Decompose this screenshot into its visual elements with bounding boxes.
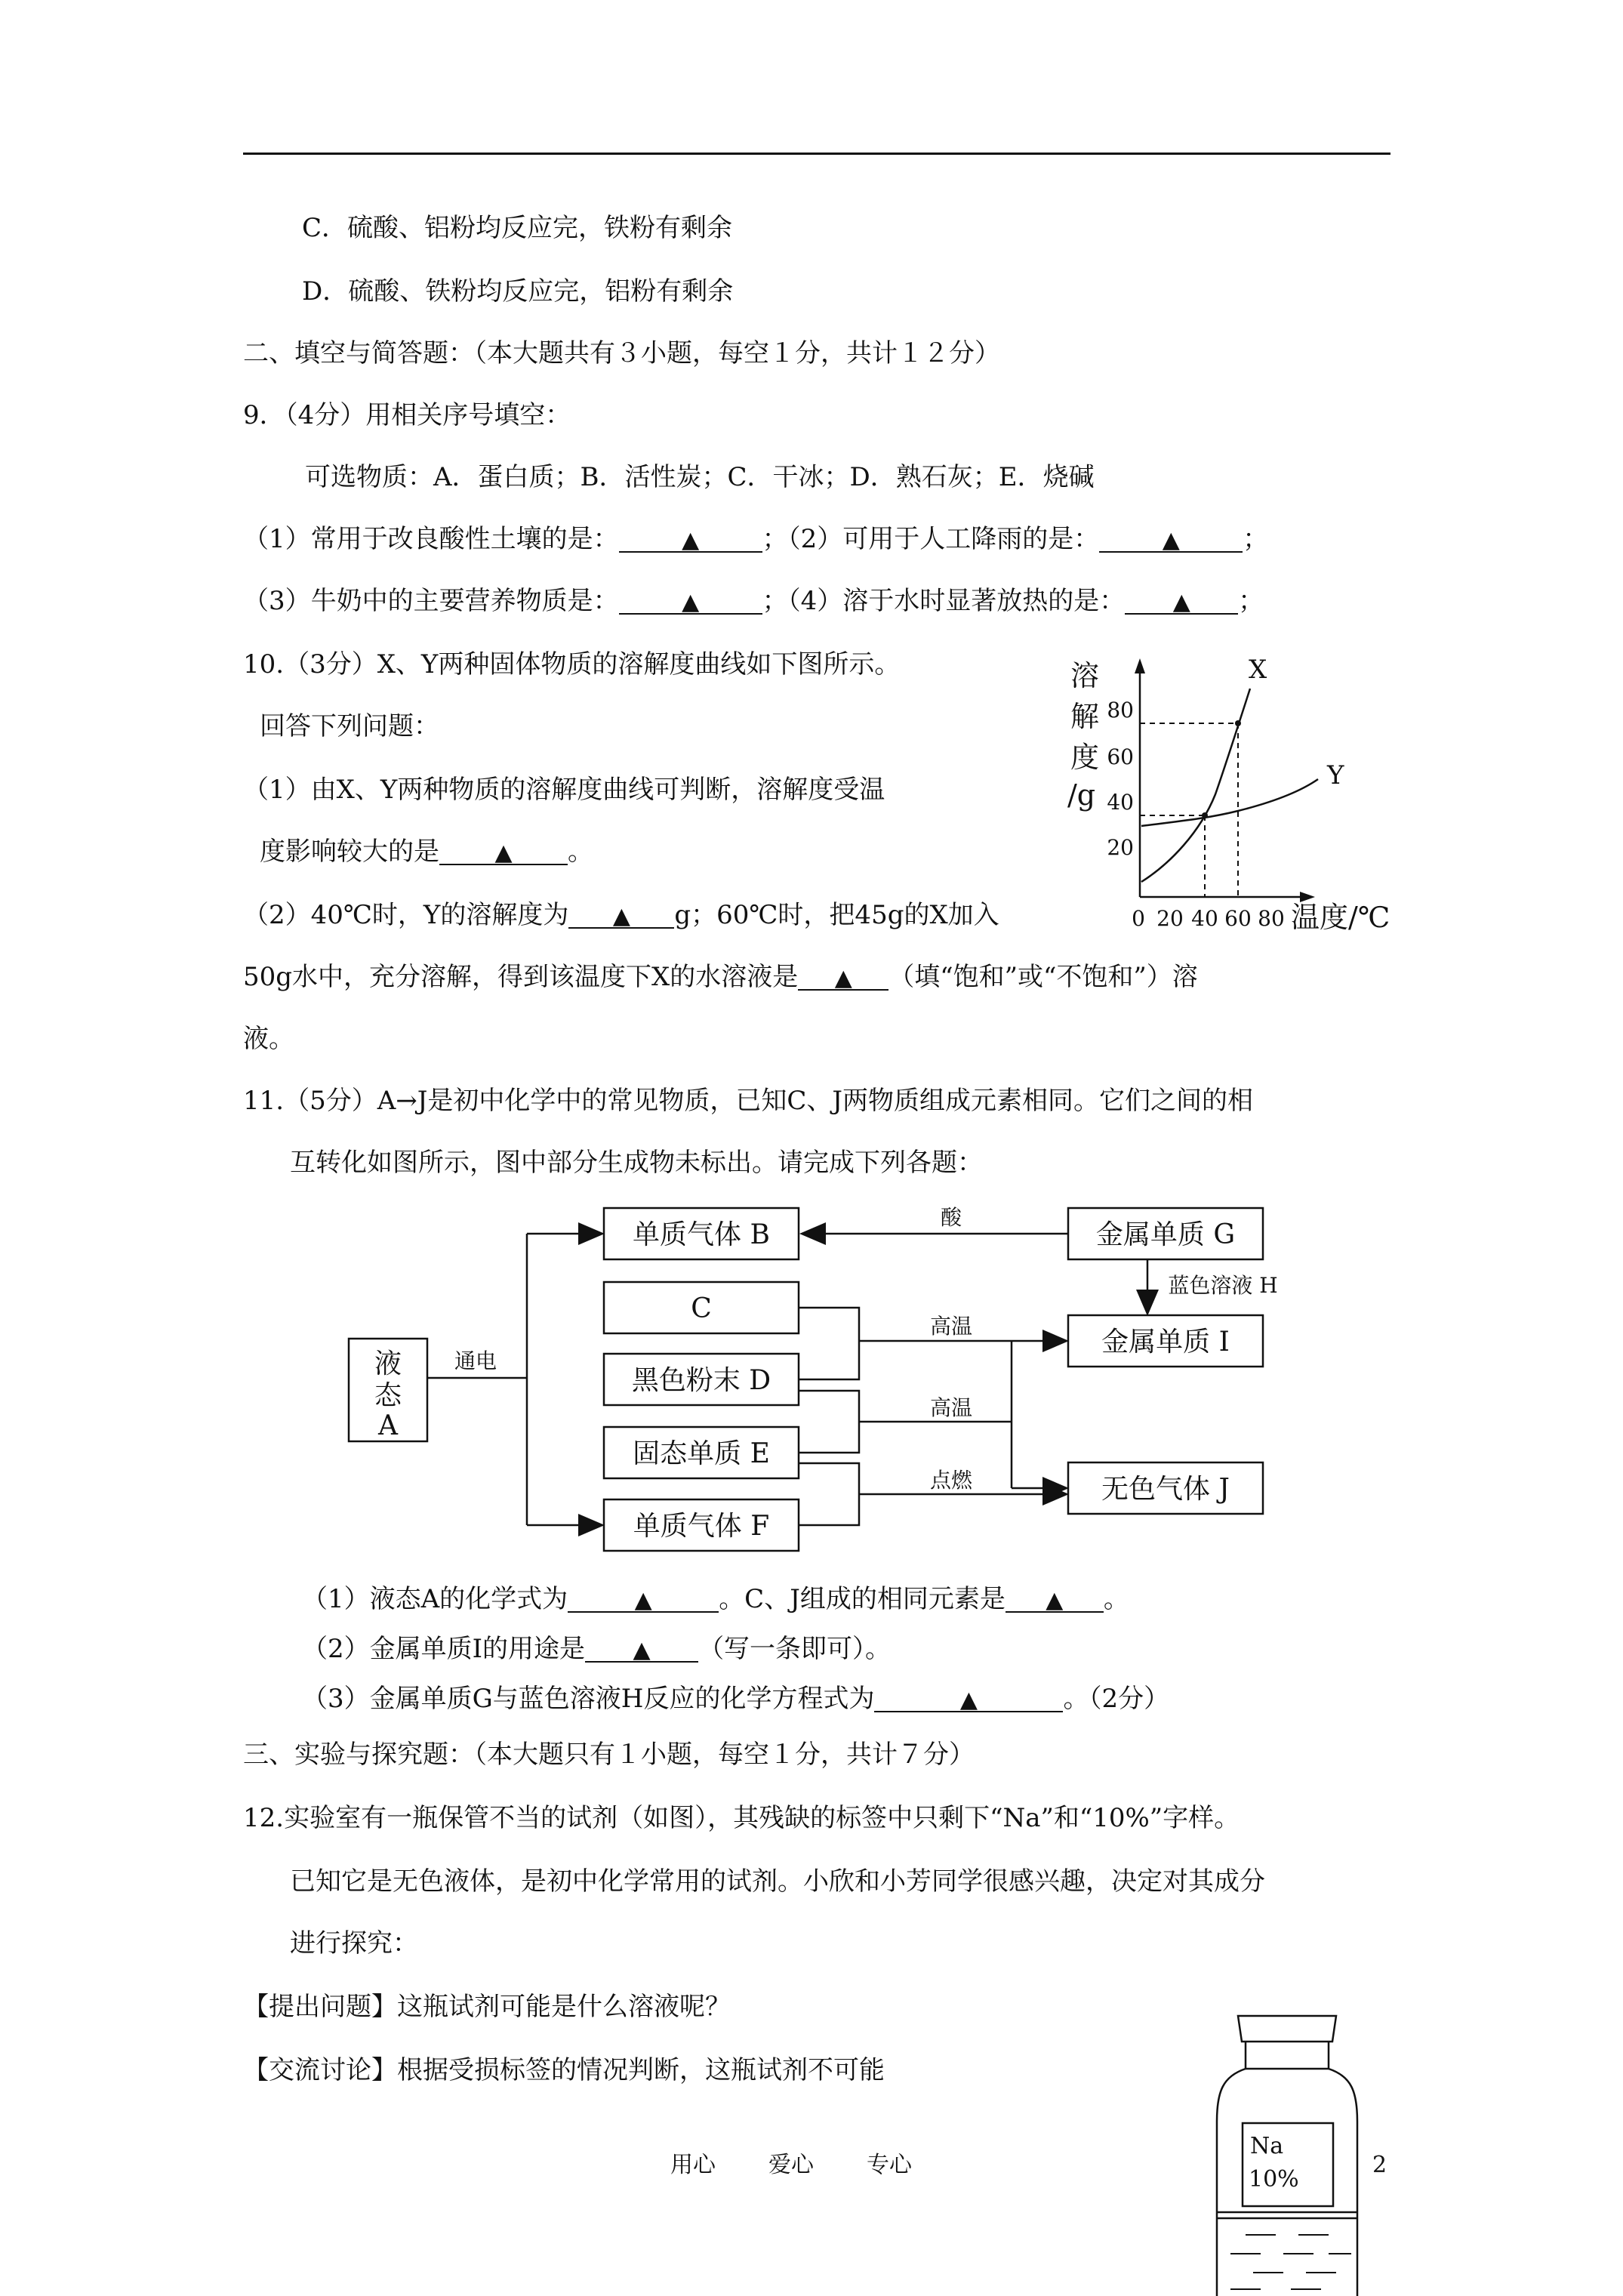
- question-11-cont: 互转化如图所示，图中部分生成物未标出。请完成下列各题：: [290, 1148, 983, 1178]
- ylabel-char: 解: [1070, 700, 1100, 733]
- y-tick-label: 20: [1107, 835, 1134, 860]
- bracket-de: [799, 1391, 859, 1453]
- reagent-bottle: [1208, 2008, 1389, 2296]
- bottle-stopper: [1238, 2016, 1336, 2042]
- y-tick-label: 60: [1107, 744, 1134, 769]
- ylabel-char: 度: [1070, 741, 1100, 774]
- answer-blank[interactable]: ▲: [585, 1632, 698, 1663]
- section-2-heading: 二、填空与简答题：（本大题共有３小题，每空１分，共计１２分）: [243, 338, 1000, 368]
- label-h: 蓝色溶液 H: [1168, 1273, 1278, 1298]
- label-suan: 酸: [940, 1205, 962, 1230]
- footer-word: 用心: [670, 2152, 716, 2178]
- footer-word: 专心: [867, 2152, 912, 2178]
- answer-blank[interactable]: ▲: [568, 1583, 719, 1613]
- question-11-part-2: （2）金属单质I的用途是 ▲ （写一条即可）。: [302, 1634, 892, 1664]
- box-c-label: C: [691, 1293, 712, 1324]
- answer-blank[interactable]: ▲: [619, 584, 762, 615]
- answer-blank[interactable]: ▲: [568, 898, 674, 929]
- box-b-label: 单质气体 B: [633, 1219, 770, 1250]
- header-rule: [243, 153, 1390, 155]
- box-i-label: 金属单质 I: [1101, 1327, 1230, 1358]
- series-x-label: X: [1249, 655, 1267, 685]
- question-10-part-1: （1）由X、Y两种物质的溶解度曲线可判断，溶解度受温: [243, 775, 885, 805]
- question-10-part-2: （2）40℃时，Y的溶解度为 ▲ g；60℃时，把45g的X加入: [243, 900, 999, 930]
- x-tick-label: 0: [1132, 906, 1145, 931]
- solubility-chart: [1057, 651, 1404, 936]
- label-gaowen-2: 高温: [929, 1395, 973, 1420]
- question-12: 12.实验室有一瓶保管不当的试剂（如图），其残缺的标签中只剩下“Na”和“10%”字样。: [243, 1803, 1240, 1833]
- ylabel-char: /g: [1067, 778, 1096, 812]
- x-tick-label: 60: [1224, 906, 1252, 931]
- raise-question: 【提出问题】这瓶试剂可能是什么溶液呢？: [243, 1992, 731, 2022]
- bracket-cd: [799, 1308, 859, 1379]
- question-10-prompt: 回答下列问题：: [260, 711, 439, 741]
- question-10-part-2-cont: 50g水中，充分溶解，得到该温度下X的水溶液是 ▲ （填“饱和”或“不饱和”）溶: [243, 962, 1198, 992]
- answer-blank[interactable]: ▲: [874, 1682, 1063, 1712]
- y-tick-label: 80: [1107, 698, 1134, 723]
- question-11-part-1: （1）液态A的化学式为 ▲ 。C、J组成的相同元素是 ▲ 。: [302, 1584, 1129, 1614]
- box-f-label: 单质气体 F: [633, 1511, 770, 1542]
- label-dianran: 点燃: [929, 1468, 973, 1493]
- label-tongdian: 通电: [454, 1348, 497, 1373]
- question-9-options: 可选物质：A．蛋白质；B．活性炭；C．干冰；D．熟石灰；E．烧碱: [305, 462, 1095, 492]
- question-9: 9．（4分）用相关序号填空：: [243, 400, 571, 430]
- option-c: C．硫酸、铝粉均反应完，铁粉有剩余: [302, 213, 733, 243]
- x-axis-label: 温度/℃: [1291, 901, 1390, 934]
- ylabel-char: 溶: [1070, 659, 1100, 692]
- y-axis-arrow: [1135, 658, 1145, 673]
- question-9-line-2: （3）牛奶中的主要营养物质是： ▲ ；（4）溶于水时显著放热的是： ▲ ；: [243, 586, 1264, 616]
- curve-x: [1141, 689, 1250, 882]
- question-9-line-1: （1）常用于改良酸性土壤的是： ▲ ；（2）可用于人工降雨的是： ▲ ；: [243, 524, 1269, 554]
- question-12-cont-1: 已知它是无色液体，是初中化学常用的试剂。小欣和小芳同学很感兴趣，决定对其成分: [290, 1866, 1265, 1897]
- box-g-label: 金属单质 G: [1095, 1219, 1236, 1250]
- x-point-60: [1235, 720, 1241, 726]
- box-j-label: 无色气体 J: [1101, 1474, 1230, 1505]
- x-tick-label: 40: [1191, 906, 1218, 931]
- bottle-label-percent: 10%: [1249, 2166, 1299, 2193]
- x-tick-label: 20: [1156, 906, 1184, 931]
- option-d: D．硫酸、铁粉均反应完，铝粉有剩余: [302, 276, 734, 307]
- question-10: 10.（3分）X、Y两种固体物质的溶解度曲线如下图所示。: [243, 649, 901, 680]
- box-d-label: 黑色粉末 D: [631, 1365, 771, 1396]
- question-10-end: 液。: [243, 1024, 294, 1054]
- answer-blank[interactable]: ▲: [798, 960, 888, 991]
- curve-y: [1141, 779, 1318, 826]
- question-10-part-1-cont: 度影响较大的是 ▲ 。: [260, 837, 593, 867]
- box-a-char: A: [378, 1410, 398, 1441]
- answer-blank[interactable]: ▲: [1099, 522, 1243, 553]
- discussion: 【交流讨论】根据受损标签的情况判断，这瓶试剂不可能: [243, 2055, 885, 2085]
- answer-blank[interactable]: ▲: [1006, 1583, 1104, 1613]
- answer-blank[interactable]: ▲: [439, 835, 568, 865]
- series-y-label: Y: [1327, 760, 1344, 791]
- box-a-char: 液: [374, 1348, 402, 1379]
- footer-word: 爱心: [768, 2152, 814, 2178]
- box-e-label: 固态单质 E: [633, 1438, 770, 1469]
- bracket-ef: [799, 1463, 859, 1525]
- box-a-char: 态: [374, 1380, 402, 1411]
- question-11-part-3: （3）金属单质G与蓝色溶液H反应的化学方程式为 ▲ 。（2分）: [302, 1684, 1170, 1714]
- page-number: 2: [1372, 2152, 1387, 2178]
- y-tick-label: 40: [1107, 790, 1134, 815]
- answer-blank[interactable]: ▲: [619, 522, 762, 553]
- question-12-cont-2: 进行探究：: [290, 1928, 418, 1959]
- question-11: 11.（5分）A→J是初中化学中的常见物质，已知C、J两物质组成元素相同。它们之间的相: [243, 1086, 1254, 1116]
- section-3-heading: 三、实验与探究题：（本大题只有１小题，每空１分，共计７分）: [243, 1740, 975, 1770]
- conversion-diagram: [332, 1193, 1298, 1586]
- intersection-point: [1202, 812, 1208, 818]
- answer-blank[interactable]: ▲: [1125, 584, 1238, 615]
- bottle-label-na: Na: [1250, 2133, 1284, 2159]
- label-gaowen-1: 高温: [929, 1314, 973, 1339]
- x-tick-label: 80: [1258, 906, 1285, 931]
